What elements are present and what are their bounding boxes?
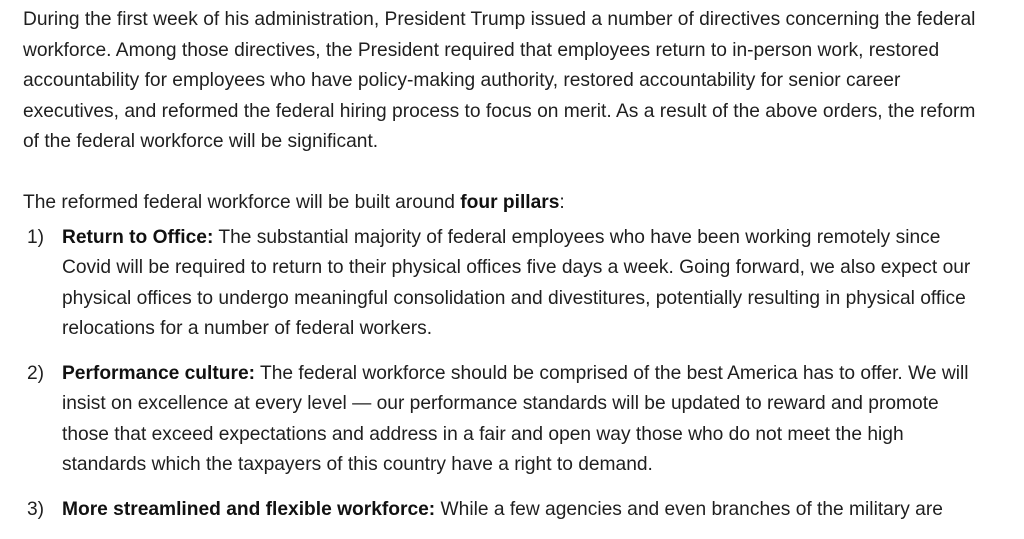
- pillar-text-line: standards which the taxpayers of this country have a right to demand.: [62, 454, 653, 475]
- intro-line: accountability for employees who have policy-making authority, restored accountability for senior career: [23, 70, 901, 91]
- pillar-item-2: [23, 359, 1024, 481]
- pillar-number: 2): [27, 362, 45, 384]
- pillar-item-1: [23, 223, 1024, 345]
- pillar-title: Return to Office:: [62, 226, 214, 248]
- pillar-text-line: physical offices to undergo meaningful consolidation and divestitures, potentially resulting in physical office: [62, 287, 966, 309]
- pillar-text-line: The substantial majority of federal employees who have been working remotely since: [213, 226, 941, 248]
- pillar-text-line: The federal workforce should be comprised of the best America has to offer. We will: [255, 362, 969, 384]
- pillar-text-line: those that exceed expectations and address in a fair and open way those who do not meet the high: [62, 423, 904, 445]
- intro-line: of the federal workforce will be significant.: [23, 131, 379, 152]
- pillar-text-line: insist on excellence at every level — our performance standards will be updated to reward and promote: [62, 393, 939, 414]
- lead-colon: :: [559, 192, 565, 213]
- pillar-text-line: While a few agencies and even branches of the military are: [435, 498, 943, 520]
- pillar-text-line: Covid will be required to return to their physical offices five days a week. Going forward, we also expect our: [62, 257, 971, 278]
- pillars-lead-paragraph: [23, 188, 1024, 219]
- lead-bold-text: four pillars: [460, 192, 560, 213]
- intro-line: executives, and reformed the federal hiring process to focus on merit. As a result of the above orders, the reform: [23, 100, 976, 122]
- pillar-number: 1): [27, 226, 45, 248]
- lead-text: The reformed federal workforce will be built around: [23, 192, 461, 213]
- pillar-number: 3): [27, 498, 45, 520]
- pillar-text-line: relocations for a number of federal workers.: [62, 318, 433, 339]
- intro-paragraph: [23, 5, 1024, 158]
- document-body: [23, 5, 1024, 539]
- intro-line: workforce. Among those directives, the President required that employees return to in-person work, restored: [23, 39, 940, 61]
- pillar-item-3: [23, 495, 1024, 526]
- pillar-title: Performance culture:: [62, 362, 255, 384]
- pillar-title: More streamlined and flexible workforce:: [62, 498, 436, 520]
- intro-line: During the first week of his administration, President Trump issued a number of directives concerning the federal: [23, 9, 976, 30]
